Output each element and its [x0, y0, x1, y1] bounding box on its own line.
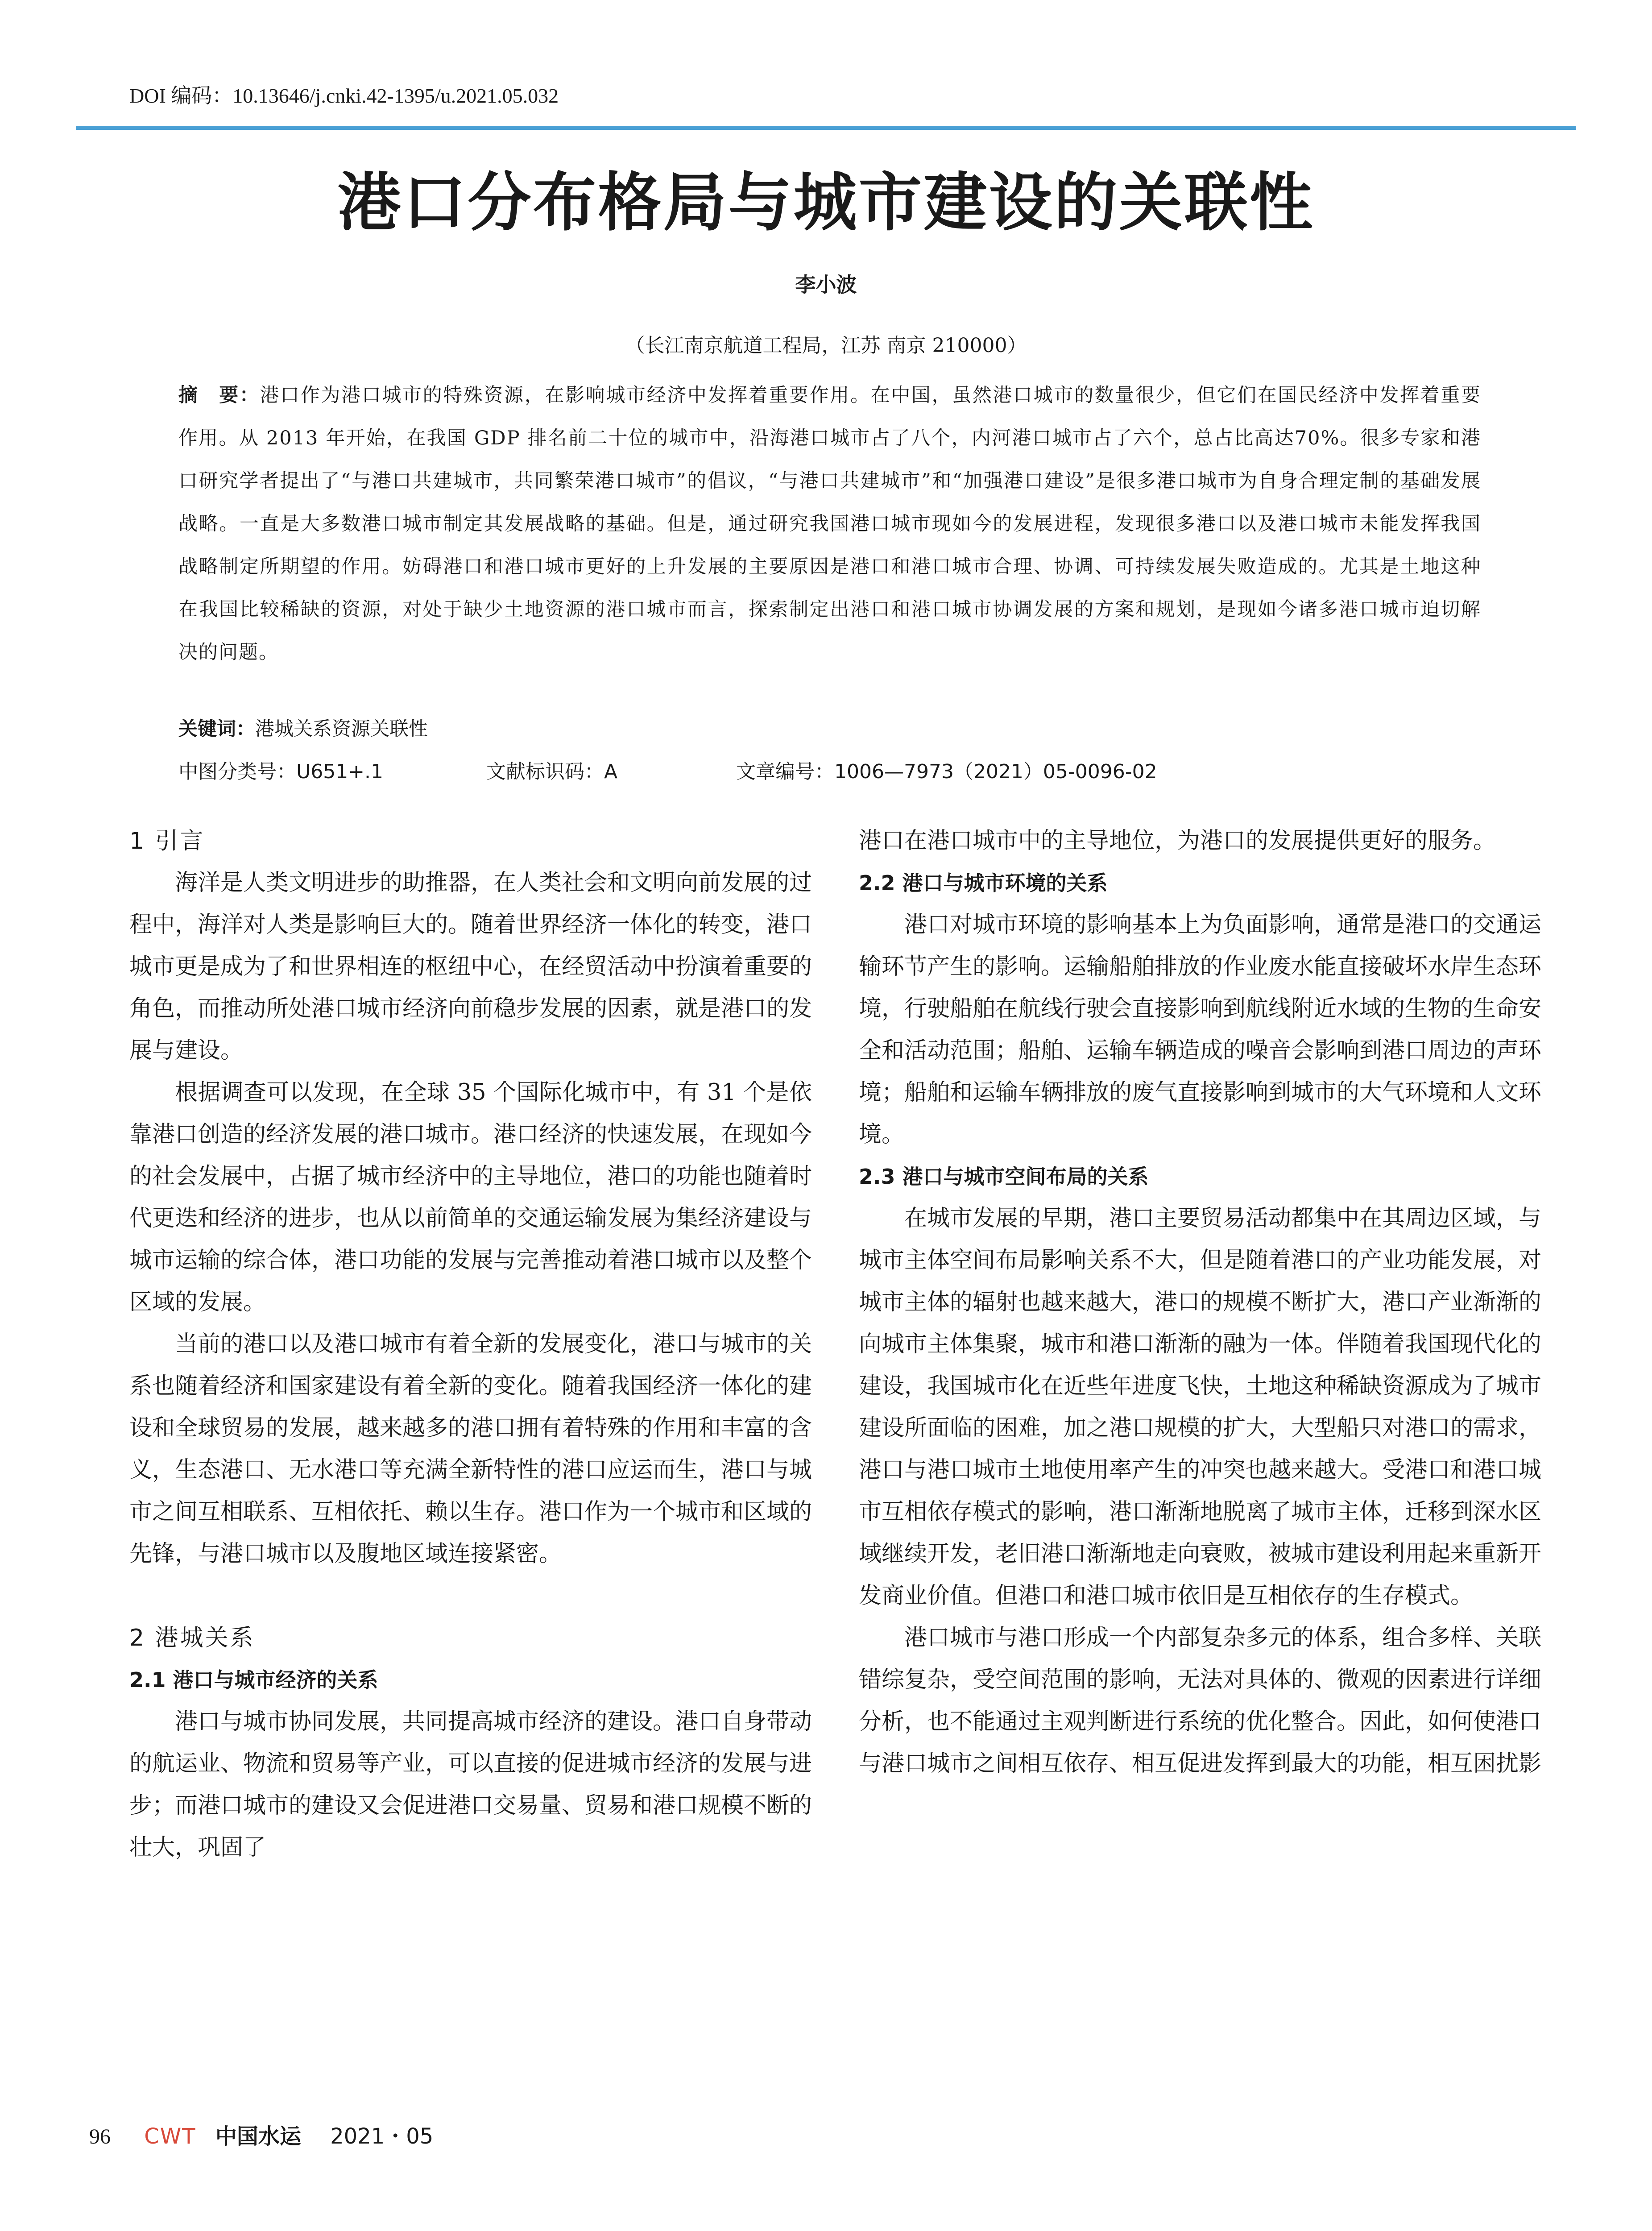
page-number: 96 — [89, 2125, 111, 2148]
classification-line — [178, 751, 1481, 793]
subsection-heading-environment: 2.2 港口与城市环境的关系 — [859, 871, 1108, 895]
document-code: 文献标识码：A — [486, 760, 618, 783]
article-number: 文章编号：1006—7973（2021）05-0096-02 — [736, 760, 1157, 783]
paragraph: 根据调查可以发现，在全球 35 个国际化城市中，有 31 个是依靠港口创造的经济发展的港口城市。港口经济的快速发展，在现如今的社会发展中，占据了城市经济中的主导地位，港口的功能也随着时代更迭和经济的进步，也从以前简单的交通运输发展为集经济建设与城市运输的综合体，港口功能的发展与完善推动着港口城市以及整个区域的发展。 — [129, 1079, 812, 1315]
keywords-text: 港城关系资源关联性 — [255, 718, 428, 740]
abstract-text: 港口作为港口城市的特殊资源，在影响城市经济中发挥着重要作用。在中国，虽然港口城市的数量很少，但它们在国民经济中发挥着重要作用。从 2013 年开始，在我国 GDP 排名前二十位的城市中，沿海港口城市占了八个，内河港口城市占了六个，总占比高达70%。很多专家和港口研究学者提出了“与港口共建城市，共同繁荣港口城市”的倡议，“与港口共建城市”和“加强港口建设”是很多港口城市为自身合理定制的基础发展战略。一直是大多数港口城市制定其发展战略的基础。但是，通过研究我国港口城市现如今的发展进程，发现很多港口以及港口城市未能发挥我国战略制定所期望的作用。妨碍港口和港口城市更好的上升发展的主要原因是港口和港口城市合理、协调、可持续发展失败造成的。尤其是土地这种在我国比较稀缺的资源，对处于缺少土地资源的港口城市而言，探索制定出港口和港口城市协调发展的方案和规划，是现如今诸多港口城市迫切解决的问题。 — [178, 384, 1482, 663]
doi-code: DOI 编码：10.13646/j.cnki.42-1395/u.2021.05.032 — [129, 84, 559, 107]
page-footer — [89, 2119, 433, 2154]
paragraph: 在城市发展的早期，港口主要贸易活动都集中在其周边区域，与城市主体空间布局影响关系不大，但是随着港口的产业功能发展，对城市主体的辐射也越来越大，港口的规模不断扩大，港口产业渐渐的向城市主体集聚，城市和港口渐渐的融为一体。伴随着我国现代化的建设，我国城市化在近些年进度飞快，土地这种稀缺资源成为了城市建设所面临的困难，加之港口规模的扩大，大型船只对港口的需求，港口与港口城市土地使用率产生的冲突也越来越大。受港口和港口城市互相依存模式的影响，港口渐渐地脱离了城市主体，迁移到深水区域继续开发，老旧港口渐渐地走向衰败，被城市建设利用起来重新开发商业价值。但港口和港口城市依旧是互相依存的生存模式。 — [859, 1205, 1542, 1609]
subsection-heading-spatial-layout: 2.3 港口与城市空间布局的关系 — [859, 1165, 1149, 1189]
left-column — [129, 820, 812, 1869]
journal-issue: 2021・05 — [330, 2124, 434, 2149]
header-rule — [76, 126, 1576, 130]
abstract-label: 摘 要： — [178, 384, 260, 406]
section-heading-intro: 1 引言 — [129, 828, 205, 854]
paragraph: 港口与城市协同发展，共同提高城市经济的建设。港口自身带动的航运业、物流和贸易等产业，可以直接的促进城市经济的发展与进步；而港口城市的建设又会促进港口交易量、贸易和港口规模不断的壮大，巩固了 — [129, 1708, 812, 1861]
paragraph-continued: 港口在港口城市中的主导地位，为港口的发展提供更好的服务。 — [859, 828, 1496, 854]
article-author: 李小波 — [795, 273, 857, 297]
journal-name: 中国水运 — [215, 2124, 301, 2149]
clc-number: 中图分类号：U651+.1 — [178, 760, 384, 783]
author-affiliation: （长江南京航道工程局，江苏 南京 210000） — [625, 334, 1027, 357]
paragraph: 当前的港口以及港口城市有着全新的发展变化，港口与城市的关系也随着经济和国家建设有着全新的变化。随着我国经济一体化的建设和全球贸易的发展，越来越多的港口拥有着特殊的作用和丰富的含义，生态港口、无水港口等充满全新特性的港口应运而生，港口与城市之间互相联系、互相依托、赖以生存。港口作为一个城市和区域的先锋，与港口城市以及腹地区域连接紧密。 — [129, 1331, 812, 1567]
keywords-label: 关键词： — [178, 718, 255, 740]
subsection-heading-economy: 2.1 港口与城市经济的关系 — [129, 1668, 378, 1692]
article-title: 港口分布格局与城市建设的关联性 — [337, 166, 1315, 240]
keywords — [178, 708, 1481, 751]
right-column — [859, 820, 1541, 1785]
paragraph: 海洋是人类文明进步的助推器，在人类社会和文明向前发展的过程中，海洋对人类是影响巨大的。随着世界经济一体化的转变，港口城市更是成为了和世界相连的枢纽中心，在经贸活动中扮演着重要的角色，而推动所处港口城市经济向前稳步发展的因素，就是港口的发展与建设。 — [129, 870, 812, 1064]
paragraph: 港口对城市环境的影响基本上为负面影响，通常是港口的交通运输环节产生的影响。运输船舶排放的作业废水能直接破坏水岸生态环境，行驶船舶在航线行驶会直接影响到航线附近水域的生物的生命安全和活动范围；船舶、运输车辆造成的噪音会影响到港口周边的声环境；船舶和运输车辆排放的废气直接影响到城市的大气环境和人文环境。 — [859, 912, 1542, 1148]
abstract — [178, 374, 1481, 674]
section-heading-port-city: 2 港城关系 — [129, 1625, 255, 1651]
paragraph: 港口城市与港口形成一个内部复杂多元的体系，组合多样、关联错综复杂，受空间范围的影响，无法对具体的、微观的因素进行详细分析，也不能通过主观判断进行系统的优化整合。因此，如何使港口与港口城市之间相互依存、相互促进发挥到最大的功能，相互困扰影 — [859, 1625, 1542, 1777]
section-gap — [129, 1575, 812, 1617]
journal-logo: CWT — [144, 2124, 196, 2149]
